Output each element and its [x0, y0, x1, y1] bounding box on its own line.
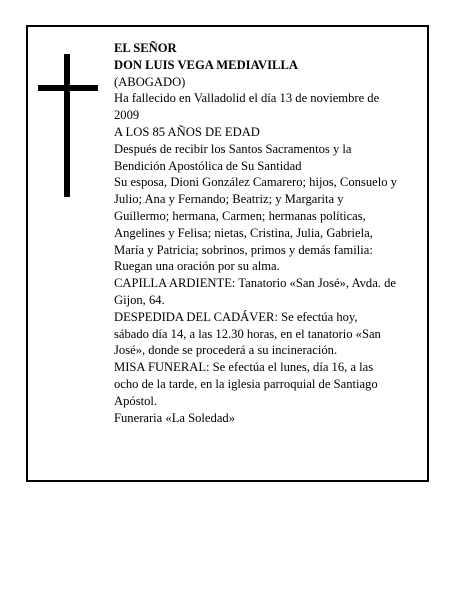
cross-vertical-bar [64, 54, 70, 197]
obituary-line: Bendición Apostólica de Su Santidad [114, 158, 302, 173]
obituary-line: MISA FUNERAL: Se efectúa el lunes, día 16, a las [114, 360, 374, 375]
obituary-line: DON LUIS VEGA MEDIAVILLA [114, 57, 298, 72]
obituary-line: sábado día 14, a las 12.30 horas, en el tanatorio «San [114, 326, 381, 341]
obituary-line: Ruegan una oración por su alma. [114, 259, 280, 274]
obituary-line: (ABOGADO) [114, 74, 186, 89]
obituary-line: Ha fallecido en Valladolid el día 13 de noviembre de [114, 91, 380, 106]
cross-horizontal-bar [38, 85, 98, 91]
obituary-line: 2009 [114, 108, 140, 123]
obituary-line: A LOS 85 AÑOS DE EDAD [114, 124, 260, 139]
obituary-line: María y Patricia; sobrinos, primos y demás familia: [114, 242, 373, 257]
obituary-line: José», donde se procederá a su incineración. [114, 343, 338, 358]
obituary-line: Angelines y Felisa; nietas, Cristina, Julia, Gabriela, [114, 225, 373, 240]
obituary-line: CAPILLA ARDIENTE: Tanatorio «San José», Avda. de [114, 276, 396, 291]
obituary-line: ocho de la tarde, en la iglesia parroquial de Santiago [114, 376, 378, 391]
obituary-line: EL SEÑOR [114, 41, 177, 55]
obituary-text [114, 40, 426, 426]
obituary-line: DESPEDIDA DEL CADÁVER: Se efectúa hoy, [114, 309, 358, 324]
obituary-line: Su esposa, Dioni González Camarero; hijos, Consuelo y [114, 175, 397, 190]
cross-icon [38, 54, 98, 197]
obituary-line: Apóstol. [114, 393, 158, 408]
obituary-line: Gijon, 64. [114, 292, 165, 307]
obituary-line: Guillermo; hermana, Carmen; hermanas políticas, [114, 208, 366, 223]
obituary-line: Funeraria «La Soledad» [114, 410, 235, 425]
obituary-line: Después de recibir los Santos Sacramentos y la [114, 141, 352, 156]
obituary-line: Julio; Ana y Fernando; Beatriz; y Margarita y [114, 192, 344, 207]
